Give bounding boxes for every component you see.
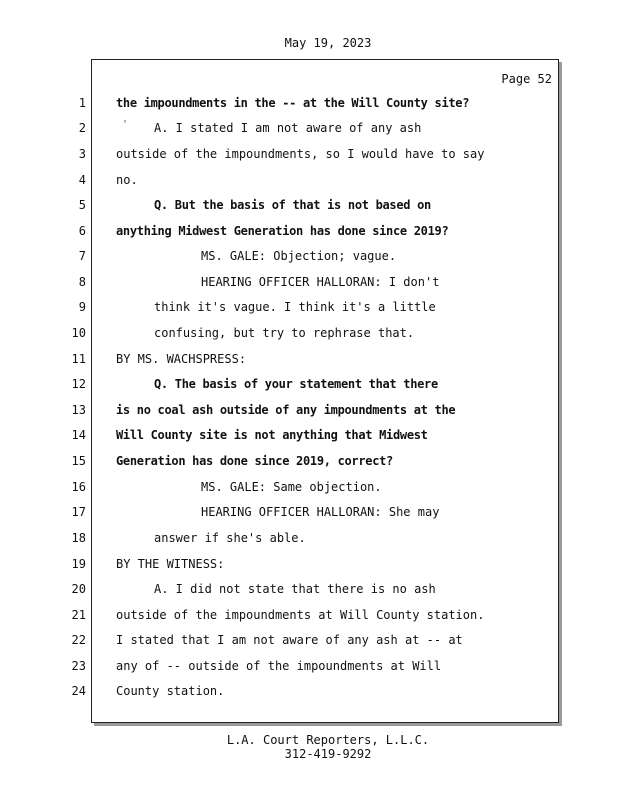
page-number: Page 52 xyxy=(501,72,552,86)
transcript-line: outside of the impoundments, so I would have to say xyxy=(116,147,485,161)
transcript-line: no. xyxy=(116,173,138,187)
transcript-line: is no coal ash outside of any impoundments at the xyxy=(116,403,456,417)
line-number: 20 xyxy=(71,582,86,596)
line-number: 22 xyxy=(71,633,86,647)
line-number: 2 xyxy=(78,121,86,135)
footer-phone: 312-419-9292 xyxy=(284,747,372,761)
line-number: 10 xyxy=(71,326,86,340)
line-number: 13 xyxy=(71,403,86,417)
transcript-line: County station. xyxy=(116,684,225,698)
line-number: 17 xyxy=(71,505,86,519)
transcript-line: Q. The basis of your statement that there xyxy=(154,377,438,391)
transcript-line: Will County site is not anything that Midwest xyxy=(116,428,428,442)
transcript-line: BY THE WITNESS: xyxy=(116,557,225,571)
line-number: 9 xyxy=(78,300,86,314)
line-number: 23 xyxy=(71,659,86,673)
transcript-line: Generation has done since 2019, correct? xyxy=(116,454,393,468)
line-number: 24 xyxy=(71,684,86,698)
line-number: 6 xyxy=(78,224,86,238)
transcript-line: the impoundments in the -- at the Will County site? xyxy=(116,96,470,110)
transcript-line: Q. But the basis of that is not based on xyxy=(154,198,431,212)
transcript-line: I stated that I am not aware of any ash at -- at xyxy=(116,633,463,647)
line-number: 14 xyxy=(71,428,86,442)
line-number: 19 xyxy=(71,557,86,571)
transcript-line: answer if she's able. xyxy=(154,531,306,545)
line-number: 8 xyxy=(78,275,86,289)
transcript-line: BY MS. WACHSPRESS: xyxy=(116,352,247,366)
line-number: 4 xyxy=(78,173,86,187)
line-number: 21 xyxy=(71,608,86,622)
transcript-line: MS. GALE: Objection; vague. xyxy=(201,249,397,263)
line-number: 7 xyxy=(78,249,86,263)
transcript-line: HEARING OFFICER HALLORAN: She may xyxy=(201,505,440,519)
transcript-line: anything Midwest Generation has done since 2019? xyxy=(116,224,449,238)
transcript-line: confusing, but try to rephrase that. xyxy=(154,326,415,340)
footer-company: L.A. Court Reporters, L.L.C. xyxy=(226,733,430,747)
line-number: 5 xyxy=(78,198,86,212)
line-number: 12 xyxy=(71,377,86,391)
transcript-line: MS. GALE: Same objection. xyxy=(201,480,382,494)
line-number: 15 xyxy=(71,454,86,468)
stray-mark: ' xyxy=(122,119,129,130)
transcript-line: A. I did not state that there is no ash xyxy=(154,582,436,596)
transcript-line: think it's vague. I think it's a little xyxy=(154,300,436,314)
transcript-line: A. I stated I am not aware of any ash xyxy=(154,121,422,135)
line-number: 18 xyxy=(71,531,86,545)
line-number: 1 xyxy=(78,96,86,110)
transcript-line: HEARING OFFICER HALLORAN: I don't xyxy=(201,275,440,289)
line-number: 16 xyxy=(71,480,86,494)
transcript-line: any of -- outside of the impoundments at Will xyxy=(116,659,442,673)
line-number: 11 xyxy=(71,352,86,366)
line-number: 3 xyxy=(78,147,86,161)
transcript-date: May 19, 2023 xyxy=(284,36,372,50)
transcript-line: outside of the impoundments at Will County station. xyxy=(116,608,485,622)
